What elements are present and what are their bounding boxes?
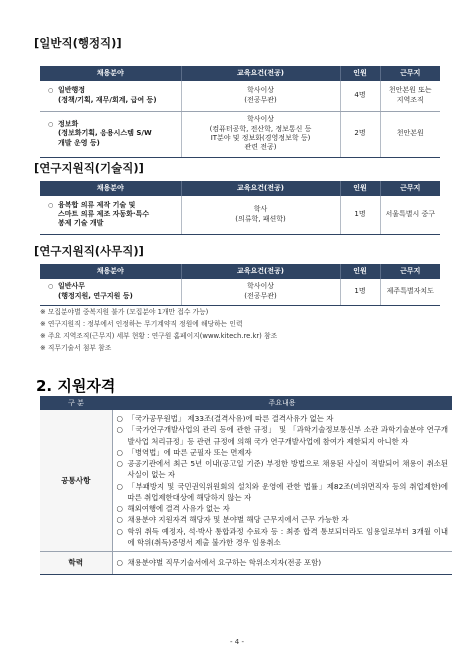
education-cell: 학사 (의류학, 패션학) <box>181 196 340 234</box>
bullet-icon: ○ <box>48 201 54 209</box>
location-cell: 제주특별자치도 <box>380 279 440 305</box>
location-cell: 서울특별시 중구 <box>380 196 440 234</box>
common-label: 공통사항 <box>40 410 112 552</box>
header-category: 구 분 <box>40 396 112 410</box>
table-header-row <box>40 396 452 410</box>
education-label: 학력 <box>40 552 112 575</box>
table-header-row <box>40 181 440 196</box>
location-cell: 천안본원 또는 지역조직 <box>380 81 440 111</box>
header-location: 근무지 <box>380 66 440 81</box>
header-field: 채용분야 <box>40 181 181 196</box>
field-detail: (정책/기획, 재무/회계, 급여 등) <box>58 95 157 104</box>
note-line: ※ 모집분야별 중복지원 불가 (모집분야 1개만 접수 가능) <box>40 308 209 316</box>
count-cell: 1명 <box>340 196 380 234</box>
header-location: 근무지 <box>380 181 440 196</box>
field-name: 융복합 의류 제작 기술 및 <box>58 200 136 209</box>
list-item: ○ 「병역법」에 따른 군필자 또는 면제자 <box>116 447 252 457</box>
location-cell: 천안본원 <box>380 111 440 157</box>
research-office-job-table <box>40 264 440 306</box>
header-count: 인원 <box>340 264 380 279</box>
bullet-icon: ○ <box>116 425 123 435</box>
field-detail: 개발 운영 등) <box>58 138 100 147</box>
list-item: ○ 「국가공무원법」 제33조(결격사유)에 따른 결격사유가 없는 자 <box>116 414 334 423</box>
bullet-icon: ○ <box>116 447 123 457</box>
header-field: 채용분야 <box>40 66 181 81</box>
bullet-icon: ○ <box>116 504 123 513</box>
common-content <box>112 410 452 552</box>
field-name: 일반행정 <box>58 86 86 95</box>
header-count: 인원 <box>340 181 380 196</box>
bullet-icon: ○ <box>116 558 123 568</box>
list-item: ○ 「부패방지 및 국민권익위원회의 설치와 운영에 관한 법률」제82조(비위면직자 등의 취업제한)에 따른 취업제한대상에 해당하지 않는 자 <box>116 481 448 502</box>
bullet-icon: ○ <box>48 120 54 128</box>
section-title-research-office: [연구지원직(사무직)] <box>34 244 144 258</box>
education-content <box>112 552 452 575</box>
bullet-icon: ○ <box>116 526 123 536</box>
list-item: ○ 채용분야별 직무기술서에서 요구하는 학위소지자(전공 포함) <box>116 558 322 568</box>
education-cell: 학사이상 (전공무관) <box>181 279 340 305</box>
section-title-general: [일반직(행정직)] <box>34 36 122 50</box>
field-detail: 스마트 의류 제조 자동화·특수 <box>58 210 150 219</box>
list-item: ○ 채용분야 지원자격 해당자 및 분야별 해당 근무지에서 근무 가능한 자 <box>116 515 349 525</box>
table-row <box>40 81 440 111</box>
header-count: 인원 <box>340 66 380 81</box>
bullet-icon: ○ <box>48 87 54 95</box>
field-detail: (행정지원, 연구지원 등) <box>58 291 133 300</box>
general-job-table <box>40 66 440 158</box>
bullet-icon: ○ <box>116 515 123 525</box>
qualification-heading: 2. 지원자격 <box>36 377 116 395</box>
note-line: ※ 직무기술서 첨부 참조 <box>40 344 112 352</box>
header-education: 교육요건(전공) <box>181 264 340 279</box>
qualification-table <box>40 396 452 575</box>
count-cell: 2명 <box>340 111 380 157</box>
table-row <box>40 279 440 305</box>
table-row <box>40 111 440 157</box>
note-line: ※ 주요 지역조직(근무지) 세부 현황 : 연구원 홈페이지(www.kitech.re.kr) 참조 <box>40 332 278 340</box>
field-cell <box>40 111 181 157</box>
note-line: ※ 연구지원직 : 정부에서 인정하는 무기계약직 정원에 해당하는 인력 <box>40 320 243 328</box>
count-cell: 4명 <box>340 81 380 111</box>
count-cell: 1명 <box>340 279 380 305</box>
field-cell <box>40 196 181 234</box>
section-title-research-tech: [연구지원직(기술직)] <box>34 161 144 175</box>
research-tech-job-table <box>40 181 440 235</box>
notes-block <box>40 306 450 354</box>
education-cell: 학사이상 (컴퓨터공학, 전산학, 정보통신 등 IT분야 및 정보화(경영정보학 등) 관련 전공) <box>181 111 340 157</box>
header-location: 근무지 <box>380 264 440 279</box>
table-header-row <box>40 66 440 81</box>
field-cell <box>40 81 181 111</box>
header-field: 채용분야 <box>40 264 181 279</box>
table-row <box>40 196 440 234</box>
list-item: ○ 학위 취득 예정자, 석·박사 통합과정 수료자 등 : 최종 합격 통보되더라도 임용일로부터 3개월 이내에 학위(취득)증명서 제출 불가한 경우 임용취소 <box>116 526 448 547</box>
header-education: 교육요건(전공) <box>181 66 340 81</box>
table-row <box>40 552 452 575</box>
bullet-icon: ○ <box>116 459 123 468</box>
table-header-row <box>40 264 440 279</box>
field-name: 정보화 <box>58 119 79 128</box>
page-number: - 4 - <box>230 638 244 646</box>
list-item: ○ 공공기관에서 최근 5년 이내(공고일 기준) 부정한 방법으로 채용된 사실이 적발되어 채용이 취소된 사실이 없는 자 <box>116 459 448 480</box>
table-row <box>40 410 452 552</box>
field-detail: (정보화기획, 응용시스템 S/W <box>58 129 152 138</box>
header-content: 주요내용 <box>112 396 452 410</box>
field-cell <box>40 279 181 305</box>
education-cell: 학사이상 (전공무관) <box>181 81 340 111</box>
bullet-icon: ○ <box>116 414 123 423</box>
field-name: 일반사무 <box>58 282 86 291</box>
bullet-icon: ○ <box>48 283 54 291</box>
bullet-icon: ○ <box>116 481 123 491</box>
field-detail: 봉제 기술 개발 <box>58 219 104 228</box>
list-item: ○ 해외여행에 결격 사유가 없는 자 <box>116 504 230 513</box>
header-education: 교육요건(전공) <box>181 181 340 196</box>
list-item: ○ 「국가연구개발사업의 관리 등에 관한 규정」 및 「과학기술정보통신부 소관 과학기술분야 연구개발사업 처리규정」등 관련 규정에 의해 국가 연구개발사업에 참여가 제한되지 아니한 자 <box>116 425 448 446</box>
